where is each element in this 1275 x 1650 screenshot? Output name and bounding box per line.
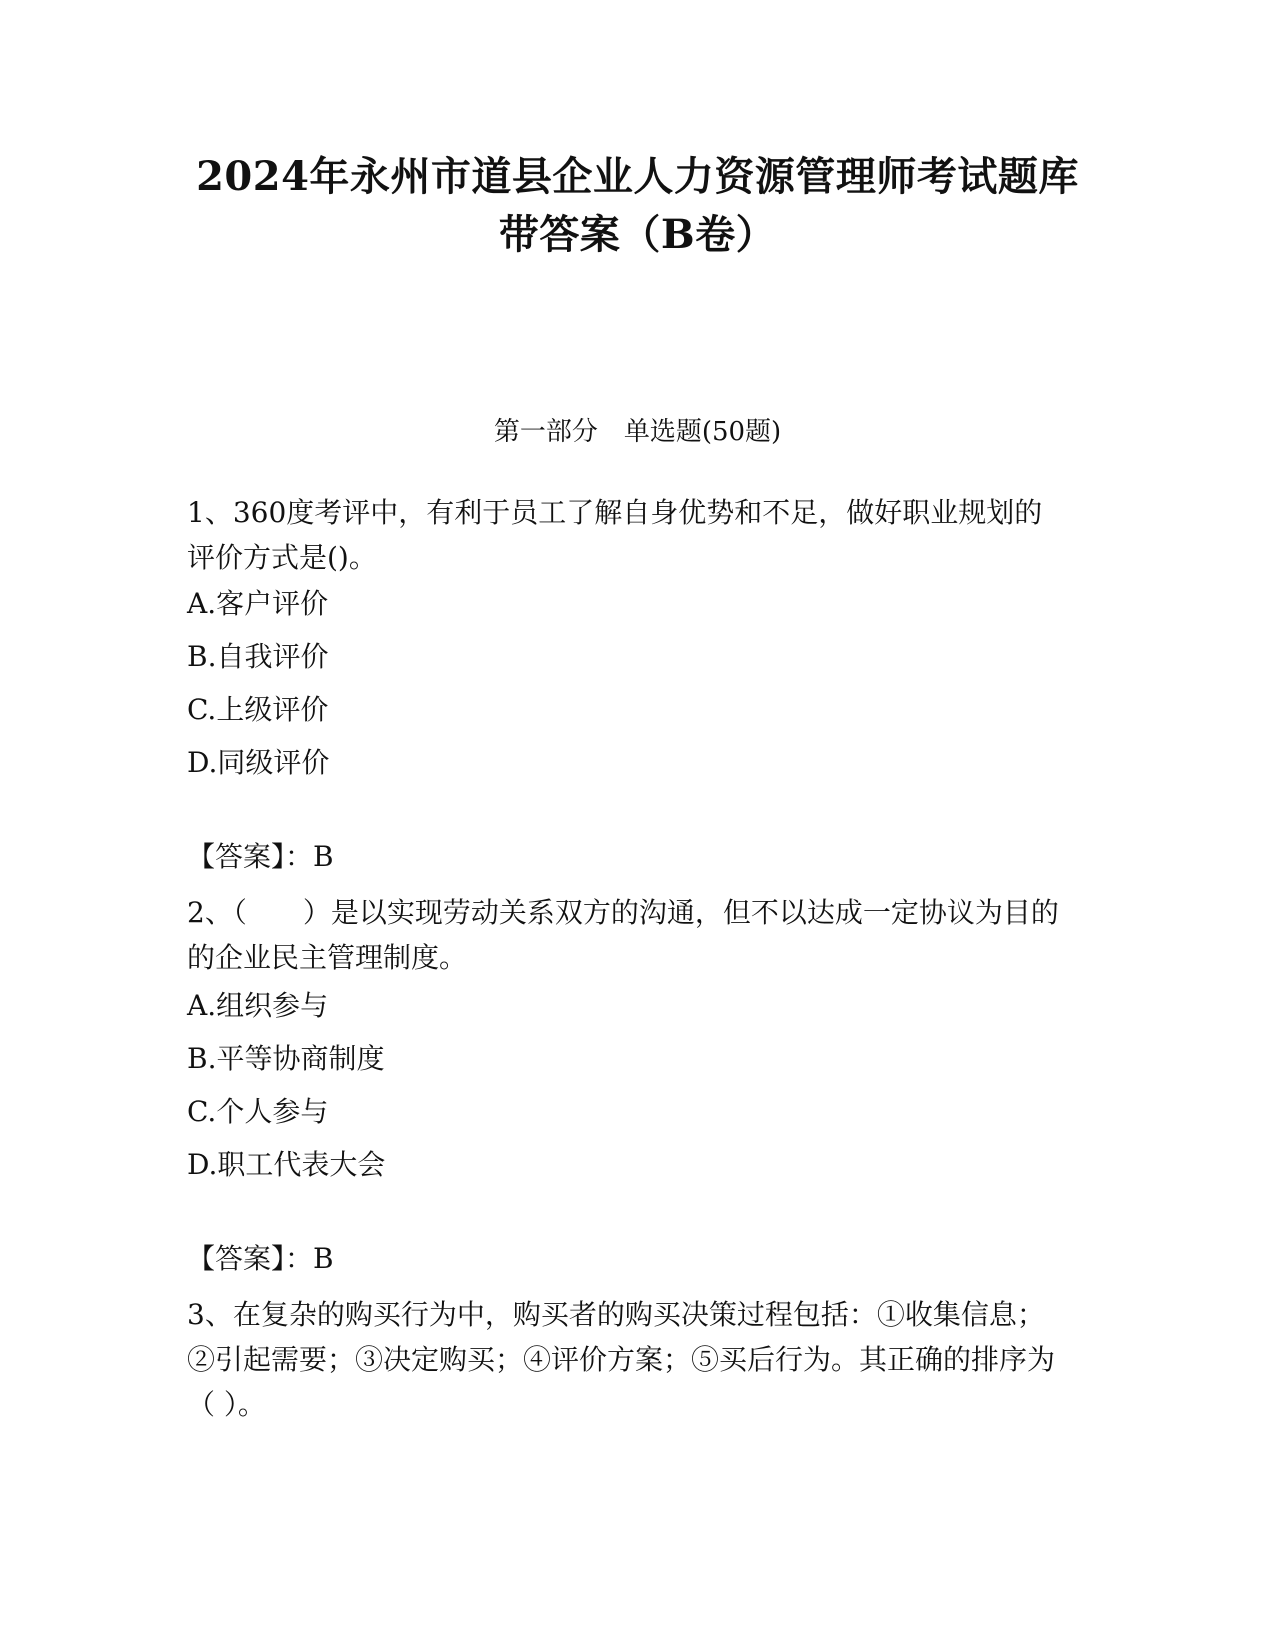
option-c: C.个人参与 [187,1095,329,1128]
question-3 [187,1292,1067,1427]
answer-line: 【答案】：B [187,1242,334,1275]
title-line-1: 2024年永州市道县企业人力资源管理师考试题库 [196,153,1079,200]
option-b: B.平等协商制度 [187,1042,385,1075]
question-stem: 3、在复杂的购买行为中，购买者的购买决策过程包括：①收集信息；②引起需要；③决定购买；④评价方案；⑤买后行为。其正确的排序为（ ）。 [187,1298,1056,1421]
option-b: B.自我评价 [187,640,329,673]
option-d: D.同级评价 [187,746,330,779]
option-a: A.客户评价 [187,587,329,620]
document-title [130,148,1145,264]
option-c: C.上级评价 [187,693,329,726]
option-a: A.组织参与 [187,989,329,1022]
question-2 [187,890,1067,980]
section-heading: 第一部分 单选题(50题) [493,417,782,447]
title-line-2: 带答案（B卷） [498,211,777,258]
question-stem: 1、360度考评中，有利于员工了解自身优势和不足，做好职业规划的评价方式是()。 [187,496,1043,574]
option-d: D.职工代表大会 [187,1148,386,1181]
answer-line: 【答案】：B [187,840,334,873]
question-stem: 2、（ ）是以实现劳动关系双方的沟通，但不以达成一定协议为目的的企业民主管理制度。 [187,896,1059,974]
question-1 [187,490,1067,580]
